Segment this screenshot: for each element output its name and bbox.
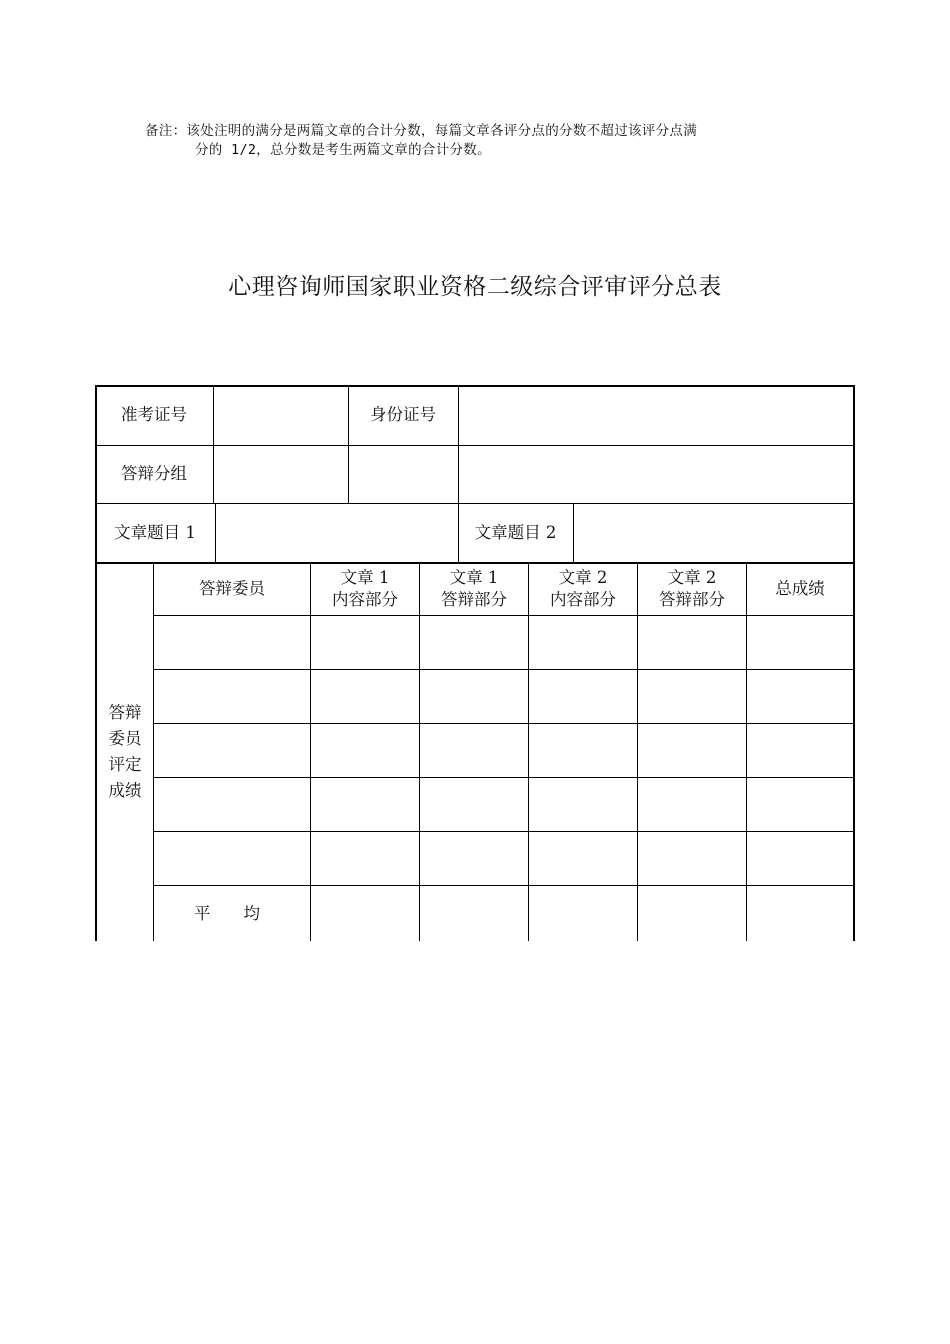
group-extra-field[interactable] [349, 445, 458, 503]
header-line: 答辩部分 [659, 590, 725, 609]
exam-id-label: 准考证号 [121, 405, 187, 424]
header-line: 文章 2 [667, 568, 717, 587]
exam-id-field[interactable] [214, 385, 348, 445]
row-divider [153, 831, 855, 832]
header-line: 内容部分 [332, 590, 398, 609]
page-title: 心理咨询师国家职业资格二级综合评审评分总表 [228, 274, 722, 300]
group-remarks-field[interactable] [459, 445, 853, 503]
average-label: 平 均 [194, 903, 260, 923]
id-card-label: 身份证号 [370, 405, 436, 424]
row-divider [153, 615, 855, 616]
score-section-label [97, 563, 153, 941]
table-border-right [853, 385, 855, 941]
side-label-line: 评定 [108, 755, 142, 774]
header-member: 答辩委员 [199, 579, 265, 598]
side-label-line: 答辩 [108, 703, 142, 722]
footnote-line-2: 分的 1/2，总分数是考生两篇文章的合计分数。 [195, 142, 491, 158]
article1-title-field[interactable] [216, 503, 458, 562]
header-line: 答辩部分 [441, 590, 507, 609]
header-line: 文章 1 [340, 568, 390, 587]
header-line: 内容部分 [550, 590, 616, 609]
header-total: 总成绩 [775, 579, 825, 598]
footnote [145, 122, 825, 160]
side-label-line: 委员 [108, 729, 142, 748]
row-divider [153, 669, 855, 670]
id-card-field[interactable] [459, 385, 853, 445]
side-label-line: 成绩 [108, 781, 142, 800]
article2-title-label: 文章题目 2 [474, 522, 557, 542]
article1-title-label: 文章题目 1 [114, 522, 196, 542]
article2-title-field[interactable] [574, 503, 853, 562]
header-line: 文章 1 [449, 568, 499, 587]
group-label: 答辩分组 [121, 464, 187, 483]
score-summary-table [95, 385, 855, 941]
row-divider [153, 777, 855, 778]
header-article1-content [311, 563, 419, 615]
row-divider [153, 723, 855, 724]
footnote-line-1: 备注：该处注明的满分是两篇文章的合计分数，每篇文章各评分点的分数不超过该评分点满 [145, 123, 697, 139]
header-article2-content [529, 563, 637, 615]
group-field[interactable] [214, 445, 348, 503]
header-article2-defense [638, 563, 746, 615]
header-article1-defense [420, 563, 528, 615]
header-line: 文章 2 [558, 568, 608, 587]
